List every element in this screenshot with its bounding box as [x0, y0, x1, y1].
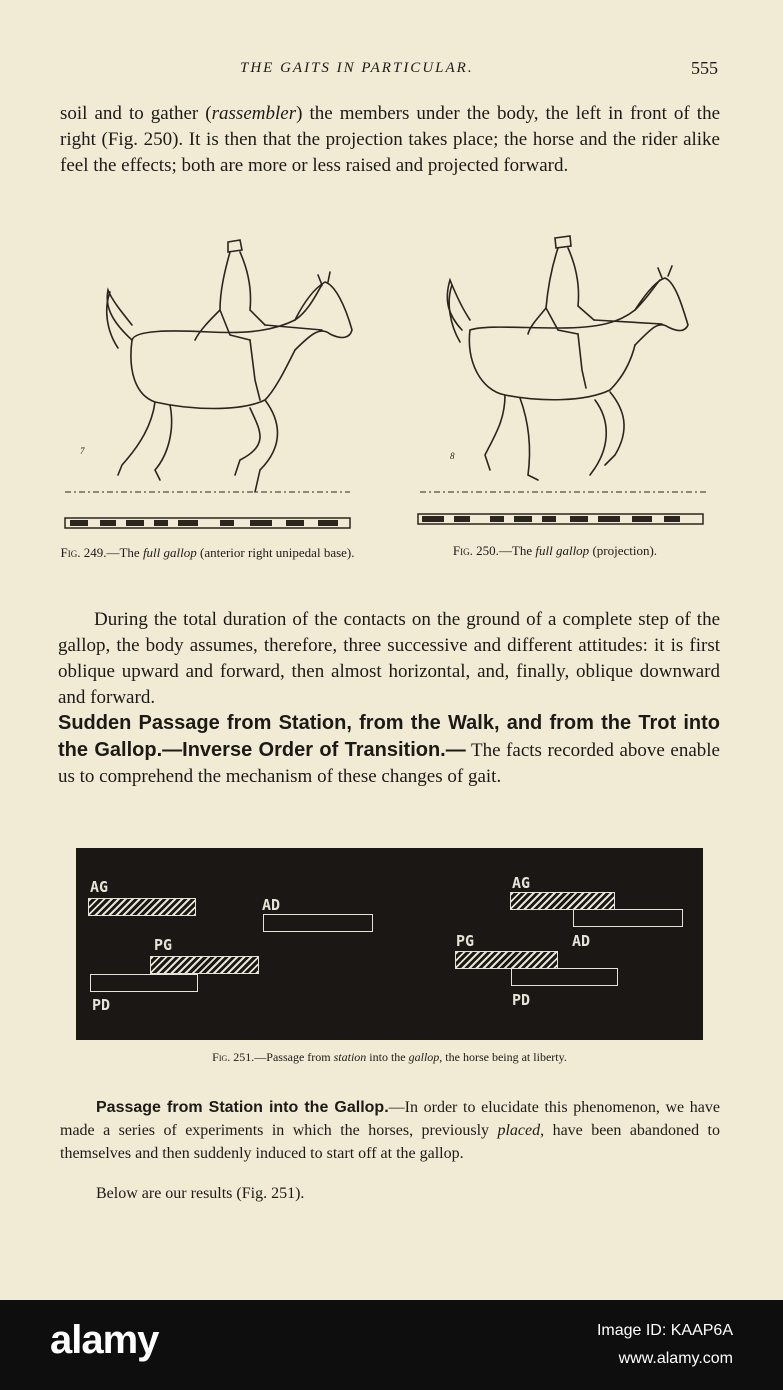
figure-250-caption: Fig. 250.—The full gallop (projection). [452, 543, 658, 558]
figure-249 [60, 230, 355, 575]
gait-label: AG [512, 874, 531, 892]
contact-bar [455, 951, 558, 969]
figure-251-notation [76, 848, 703, 1040]
contact-bar [510, 892, 615, 910]
contact-bar [88, 898, 196, 916]
page-header [60, 56, 718, 82]
figure-251-caption: Fig. 251.—Passage from station into the gallop, the horse being at liberty. [212, 1050, 567, 1064]
watermark-footer [0, 1300, 783, 1390]
brand-logo: alamy [50, 1318, 159, 1362]
site-url: www.alamy.com [618, 1350, 733, 1367]
paragraph-2: During the total duration of the contacts on the ground of a complete step of the gallop, the body assumes, therefore, three successive and different attitudes: it is first oblique upward and forward, then almost horizontal, and, finally, oblique downward and forward. [58, 609, 720, 708]
contact-bar [90, 974, 198, 992]
gait-label: PG [456, 932, 475, 950]
plate-number: 8 [450, 451, 455, 461]
contact-bar [573, 909, 683, 927]
figure-249-caption: Fig. 249.—The full gallop (anterior right unipedal base). [60, 545, 355, 560]
gait-label: PG [154, 936, 173, 954]
horse-rider-illustration [410, 230, 710, 540]
horse-rider-illustration [60, 230, 355, 540]
plate-number: 7 [80, 446, 85, 456]
section-heading-paragraph: Sudden Passage from Station, from the Walk, and from the Trot into the Gallop.—Inverse Order of Transition.— The facts recorded above enable us to comprehend the mechanism of these changes of gait. [58, 712, 720, 787]
contact-bar [511, 968, 618, 986]
running-head: THE GAITS IN PARTICULAR. [240, 60, 474, 76]
paragraph-4: Below are our results (Fig. 251). [96, 1185, 305, 1202]
image-id: Image ID: KAAP6A [596, 1322, 733, 1339]
contact-bar [150, 956, 259, 974]
gait-label: AD [262, 896, 281, 914]
contact-bar [263, 914, 373, 932]
figure-250 [410, 230, 710, 575]
paragraph-3: Passage from Station into the Gallop.—In order to elucidate this phenomenon, we have made a series of experiments in which the horses, previously placed, have been abandoned to themselves and then suddenly induced to start off at the gallop. [60, 1099, 720, 1162]
gait-label: PD [92, 996, 111, 1014]
paragraph-1: soil and to gather (rassembler) the members under the body, the left in front of the right (Fig. 250). It is then that the projection takes place; the horse and the rider alike feel the effects; both are more or less raised and projected forward. [60, 103, 721, 176]
gait-label: AG [90, 878, 109, 896]
section-heading: Sudden Passage from Station, from the Walk, and from the Trot into the Gallop.—Inverse Order of Transition.— [58, 712, 720, 761]
gait-label: PD [512, 991, 531, 1009]
gait-label: AD [572, 932, 591, 950]
page-number: 555 [691, 58, 718, 78]
